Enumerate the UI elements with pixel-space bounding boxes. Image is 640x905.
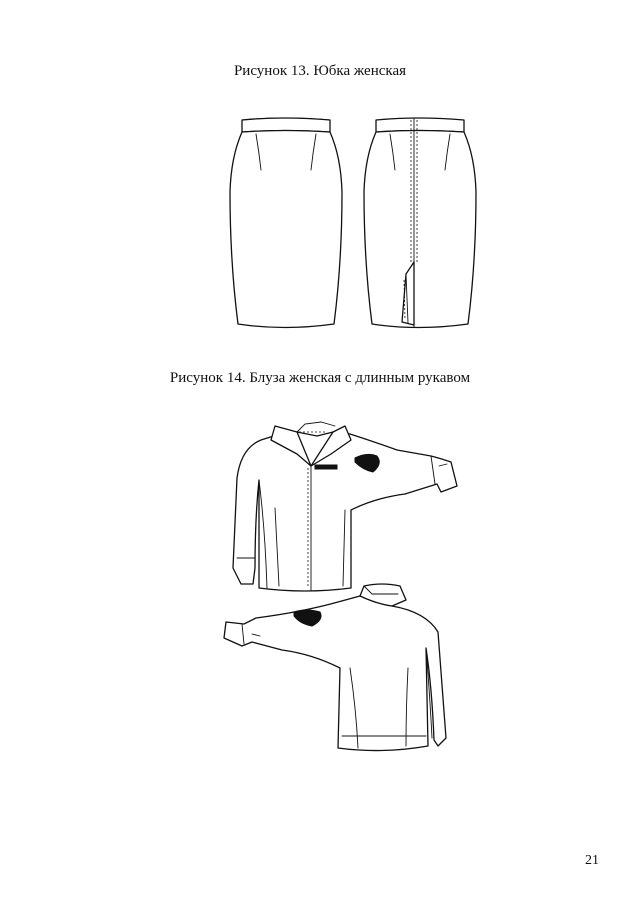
blouse-back-drawing	[212, 578, 472, 762]
skirt-front-drawing	[228, 112, 344, 336]
figure-14-caption: Рисунок 14. Блуза женская с длинным рукавом	[169, 370, 471, 386]
page-number: 21	[585, 853, 599, 868]
blouse-front-drawing	[225, 418, 470, 598]
skirt-back-drawing	[362, 112, 478, 336]
figure-13-caption: Рисунок 13. Юбка женская	[233, 63, 407, 79]
